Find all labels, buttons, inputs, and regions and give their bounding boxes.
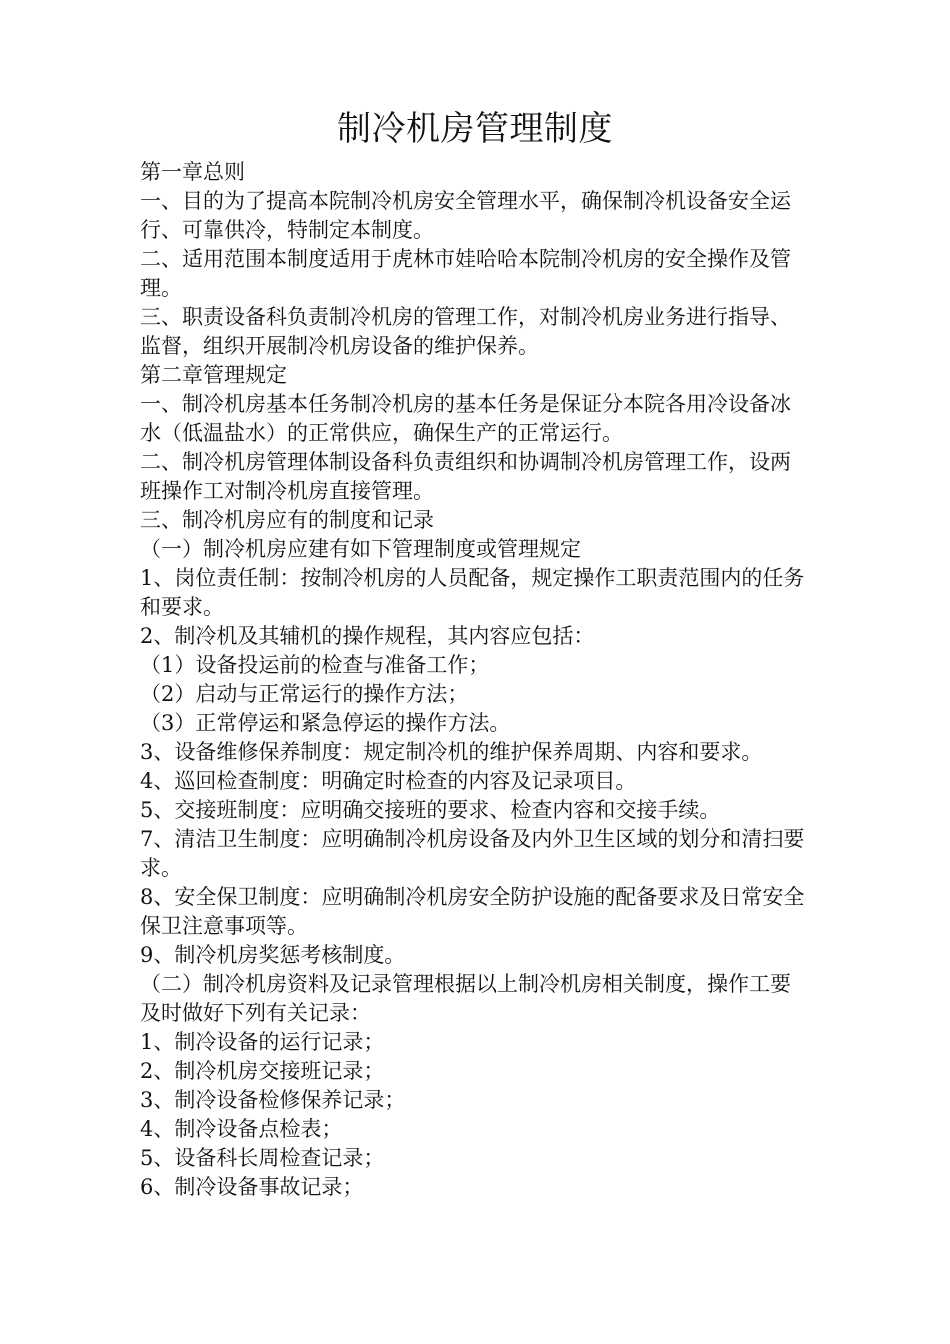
list-item: 5、设备科长周检查记录；: [140, 1146, 385, 1170]
list-item: 5、交接班制度：应明确交接班的要求、检查内容和交接手续。: [140, 798, 721, 822]
list-item: 4、巡回检查制度：明确定时检查的内容及记录项目。: [140, 769, 637, 793]
sub-list-item: （2）启动与正常运行的操作方法；: [140, 682, 469, 706]
chapter-heading: 第一章总则: [140, 160, 245, 184]
list-item: 1、制冷设备的运行记录；: [140, 1030, 385, 1054]
subsection-heading: （二）制冷机房资料及记录管理根据以上制冷机房相关制度，操作工要及时做好下列有关记录：: [140, 972, 791, 1025]
list-item: 7、清洁卫生制度：应明确制冷机房设备及内外卫生区域的划分和清扫要求。: [140, 827, 805, 880]
list-item: 8、安全保卫制度：应明确制冷机房安全防护设施的配备要求及日常安全保卫注意事项等。: [140, 885, 805, 938]
sub-list-item: （1）设备投运前的检查与准备工作；: [140, 653, 490, 677]
list-item: 3、制冷设备检修保养记录；: [140, 1088, 406, 1112]
section-heading: 三、制冷机房应有的制度和记录: [140, 508, 434, 532]
list-item: 3、设备维修保养制度：规定制冷机的维护保养周期、内容和要求。: [140, 740, 763, 764]
list-item: 1、岗位责任制：按制冷机房的人员配备，规定操作工职责范围内的任务和要求。: [140, 566, 805, 619]
list-item: 2、制冷机房交接班记录；: [140, 1059, 385, 1083]
paragraph: 二、制冷机房管理体制设备科负责组织和协调制冷机房管理工作，设两班操作工对制冷机房直接管理。: [140, 450, 791, 503]
list-item: 4、制冷设备点检表；: [140, 1117, 343, 1141]
paragraph: 一、制冷机房基本任务制冷机房的基本任务是保证分本院各用冷设备冰水（低温盐水）的正常供应，确保生产的正常运行。: [140, 392, 791, 445]
sub-list-item: （3）正常停运和紧急停运的操作方法。: [140, 711, 511, 735]
list-item: 9、制冷机房奖惩考核制度。: [140, 943, 406, 967]
subsection-heading: （一）制冷机房应建有如下管理制度或管理规定: [140, 537, 581, 561]
document-title: 制冷机房管理制度: [337, 109, 613, 149]
list-item: 2、制冷机及其辅机的操作规程，其内容应包括：: [140, 624, 595, 648]
paragraph: 一、目的为了提高本院制冷机房安全管理水平，确保制冷机设备安全运行、可靠供冷，特制定本制度。: [140, 189, 791, 242]
list-item: 6、制冷设备事故记录；: [140, 1175, 364, 1199]
document-body: [140, 158, 810, 1202]
paragraph: 三、职责设备科负责制冷机房的管理工作，对制冷机房业务进行指导、监督，组织开展制冷机房设备的维护保养。: [140, 305, 791, 358]
paragraph: 二、适用范围本制度适用于虎林市娃哈哈本院制冷机房的安全操作及管理。: [140, 247, 791, 300]
document-page: [140, 105, 810, 1202]
chapter-heading: 第二章管理规定: [140, 363, 287, 387]
